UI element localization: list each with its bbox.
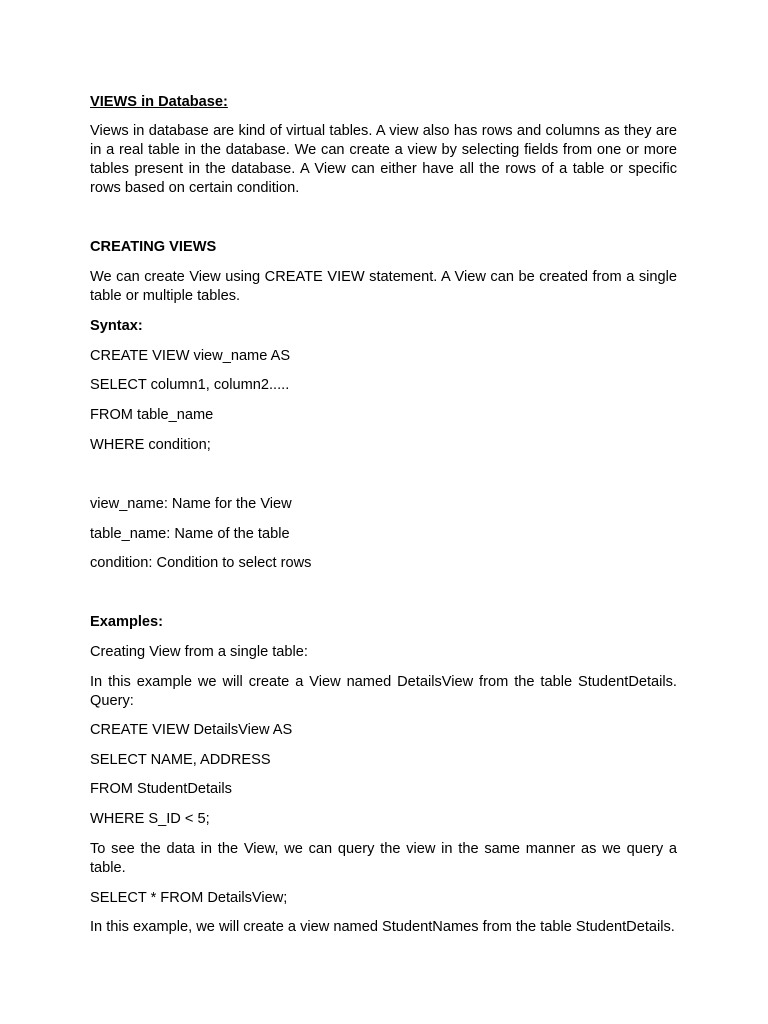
example-intro: Creating View from a single table:	[90, 644, 308, 660]
examples-label: Examples:	[90, 614, 164, 630]
see-data-paragraph: To see the data in the View, we can query the view in the same manner as we query a table.	[90, 841, 677, 876]
syntax-label: Syntax:	[90, 318, 143, 334]
creating-views-paragraph: We can create View using CREATE VIEW statement. A View can be created from a single table or multiple tables.	[90, 269, 677, 304]
example-paragraph: In this example we will create a View named DetailsView from the table StudentDetails. Query:	[90, 674, 677, 709]
intro-paragraph: Views in database are kind of virtual tables. A view also has rows and columns as they are in a real table in the database. We can create a view by selecting fields from one or more tables present in the database. A View can either have all the rows of a table or specific rows based on certain condition.	[90, 123, 677, 196]
second-example-paragraph: In this example, we will create a view named StudentNames from the table StudentDetails.	[90, 919, 675, 935]
query-line: FROM StudentDetails	[90, 781, 232, 797]
document-title: VIEWS in Database:	[90, 94, 228, 110]
creating-views-heading: CREATING VIEWS	[90, 239, 217, 255]
syntax-line: FROM table_name	[90, 407, 214, 423]
syntax-line: CREATE VIEW view_name AS	[90, 348, 291, 364]
syntax-line: WHERE condition;	[90, 437, 211, 453]
query-line: CREATE VIEW DetailsView AS	[90, 722, 293, 738]
param-description: table_name: Name of the table	[90, 526, 290, 542]
param-description: view_name: Name for the View	[90, 496, 292, 512]
select-query-line: SELECT * FROM DetailsView;	[90, 890, 288, 906]
syntax-line: SELECT column1, column2.....	[90, 377, 290, 393]
param-description: condition: Condition to select rows	[90, 555, 312, 571]
query-line: SELECT NAME, ADDRESS	[90, 752, 271, 768]
query-line: WHERE S_ID < 5;	[90, 811, 210, 827]
